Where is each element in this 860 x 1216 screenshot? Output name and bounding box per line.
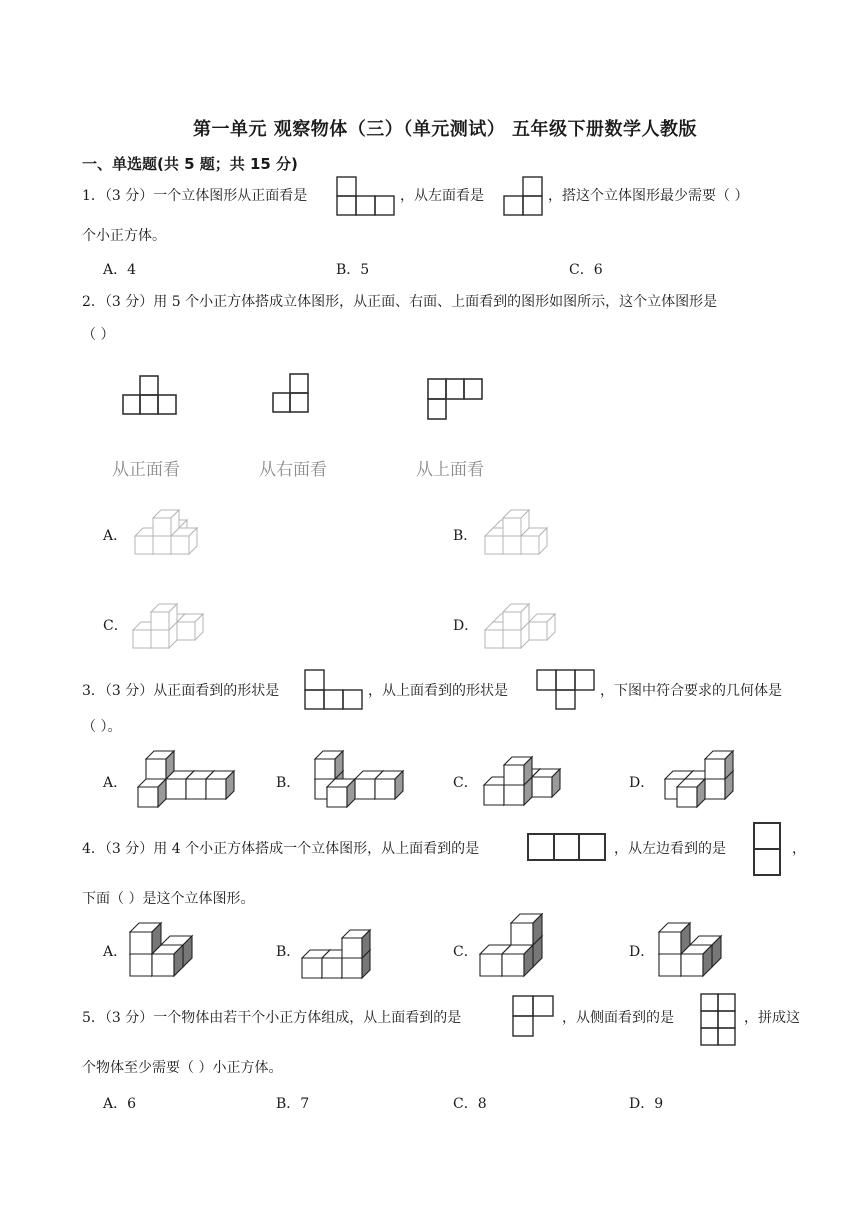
cube-face — [529, 622, 547, 640]
q4-option-b[interactable]: B． — [276, 944, 301, 960]
q4-top-view-figure — [527, 833, 607, 863]
q1-text-mid: ，从左面看是 — [400, 188, 484, 204]
q5-option-d[interactable]: D．9 — [629, 1096, 664, 1112]
q3-text-line2: （ ）。 — [82, 719, 122, 735]
q4-text-mid: ，从左边看到的是 — [614, 841, 726, 857]
q4-text-line2: 下面（ ）是这个立体图形。 — [82, 891, 255, 907]
q5-text-prefix: 5．（3 分）一个物体由若干个小正方体组成，从上面看到的是 — [82, 1010, 462, 1026]
cube-face — [705, 759, 725, 779]
cube-face — [138, 787, 158, 807]
q3-option-a[interactable]: A． — [103, 775, 128, 791]
q3-option-a-figure[interactable] — [138, 752, 218, 810]
cube-face — [503, 518, 521, 536]
q2-option-b[interactable]: B． — [453, 528, 478, 544]
q2-option-d-figure[interactable] — [485, 592, 565, 652]
cube-face — [130, 954, 152, 976]
cube-face — [206, 779, 226, 799]
q2-option-c-figure[interactable] — [133, 592, 213, 652]
page-title: 第一单元 观察物体（三）（单元测试） 五年级下册数学人教版 — [192, 119, 698, 140]
q2-option-b-figure[interactable] — [485, 498, 565, 558]
cube-face — [503, 630, 521, 648]
cube-face — [322, 958, 342, 978]
cube-face — [146, 759, 166, 779]
q1-text-line2: 个小正方体。 — [82, 228, 166, 244]
cube-face — [659, 932, 681, 954]
q3-option-b[interactable]: B． — [276, 775, 301, 791]
q3-text-suffix: ，下图中符合要求的几何体是 — [600, 683, 782, 699]
q2-option-d[interactable]: D． — [453, 618, 479, 634]
cube-face — [659, 954, 681, 976]
q2-text: 2．（3 分）用 5 个小正方体搭成立体图形，从正面、右面、上面看到的图形如图所示，这个立体图形是 — [82, 294, 718, 310]
cube-face — [342, 958, 362, 978]
q1-front-view-figure — [336, 176, 396, 216]
cube-face — [502, 954, 524, 976]
cube-face — [186, 779, 206, 799]
q2-option-a[interactable]: A． — [103, 528, 128, 544]
cube-face — [302, 958, 322, 978]
cube-face — [677, 787, 697, 807]
cube-face — [171, 536, 189, 554]
q3-option-c-figure[interactable] — [484, 750, 564, 808]
q4-option-b-figure[interactable] — [302, 922, 382, 980]
cube-face — [705, 779, 725, 799]
cube-face — [681, 954, 703, 976]
cube-face — [503, 536, 521, 554]
q1-text-prefix: 1．（3 分）一个立体图形从正面看是 — [82, 188, 308, 204]
q3-option-b-figure[interactable] — [307, 752, 387, 810]
q4-text-suffix: ， — [792, 841, 806, 857]
q5-text-suffix: ，拼成这 — [744, 1010, 800, 1026]
q2-front-view-figure — [122, 375, 178, 415]
q5-option-b[interactable]: B．7 — [276, 1096, 310, 1112]
q5-top-view-figure — [512, 995, 556, 1039]
cube-face — [315, 759, 335, 779]
q5-text-line2: 个物体至少需要（ ）小正方体。 — [82, 1060, 283, 1076]
q2-caption-front: 从正面看 — [112, 460, 180, 480]
cube-face — [484, 785, 504, 805]
q2-option-a-figure[interactable] — [135, 498, 215, 558]
cube-face — [130, 932, 152, 954]
cube-face — [511, 923, 533, 945]
q3-top-view-figure — [536, 669, 596, 711]
cube-face — [177, 622, 195, 640]
section-heading: 一、单选题(共 5 题；共 15 分) — [82, 155, 298, 173]
q5-option-c[interactable]: C．8 — [453, 1096, 487, 1112]
cube-face — [480, 954, 502, 976]
q2-caption-right: 从右面看 — [259, 460, 327, 480]
cube-face — [521, 536, 539, 554]
q4-option-a[interactable]: A． — [103, 944, 128, 960]
cube-face — [532, 777, 552, 797]
q5-side-view-figure — [700, 993, 738, 1049]
cube-face — [485, 630, 503, 648]
cube-face — [166, 779, 186, 799]
q3-option-d-figure[interactable] — [657, 752, 737, 810]
q1-option-c[interactable]: C．6 — [569, 262, 603, 278]
q5-text-mid: ，从侧面看到的是 — [562, 1010, 674, 1026]
q4-option-a-figure[interactable] — [130, 918, 210, 978]
q2-top-view-figure — [427, 378, 485, 422]
cube-face — [342, 938, 362, 958]
q4-text-prefix: 4．（3 分）用 4 个小正方体搭成一个立体图形，从上面看到的是 — [82, 841, 480, 857]
q4-option-c[interactable]: C． — [453, 944, 478, 960]
cube-face — [327, 787, 347, 807]
q1-option-b[interactable]: B．5 — [336, 262, 370, 278]
q5-option-a[interactable]: A．6 — [103, 1096, 137, 1112]
cube-face — [485, 536, 503, 554]
cube-face — [151, 612, 169, 630]
q4-option-d[interactable]: D． — [629, 944, 655, 960]
cube-face — [133, 630, 151, 648]
q4-left-view-figure — [753, 822, 783, 878]
q3-option-d[interactable]: D． — [629, 775, 655, 791]
q2-caption-top: 从上面看 — [416, 460, 484, 480]
cube-face — [504, 765, 524, 785]
cube-face — [151, 630, 169, 648]
q4-option-d-figure[interactable] — [659, 918, 729, 980]
q1-left-view-figure — [503, 176, 543, 216]
cube-face — [504, 785, 524, 805]
cube-face — [152, 954, 174, 976]
q2-text-line2: （ ） — [82, 327, 115, 343]
q1-option-a[interactable]: A．4 — [103, 262, 137, 278]
q2-option-c[interactable]: C． — [103, 618, 128, 634]
q3-text-prefix: 3．（3 分）从正面看到的形状是 — [82, 683, 280, 699]
q4-option-c-figure[interactable] — [480, 918, 540, 980]
cube-face — [375, 779, 395, 799]
cube-face — [355, 779, 375, 799]
q2-right-view-figure — [272, 373, 312, 413]
cube-face — [135, 536, 153, 554]
q1-text-suffix: ，搭这个立体图形最少需要（ ） — [548, 188, 749, 204]
cube-face — [153, 536, 171, 554]
q3-front-view-figure — [304, 669, 364, 711]
q3-option-c[interactable]: C． — [453, 775, 478, 791]
q3-text-mid: ，从上面看到的形状是 — [368, 683, 508, 699]
cube-face — [153, 518, 171, 536]
cube-face — [503, 612, 521, 630]
